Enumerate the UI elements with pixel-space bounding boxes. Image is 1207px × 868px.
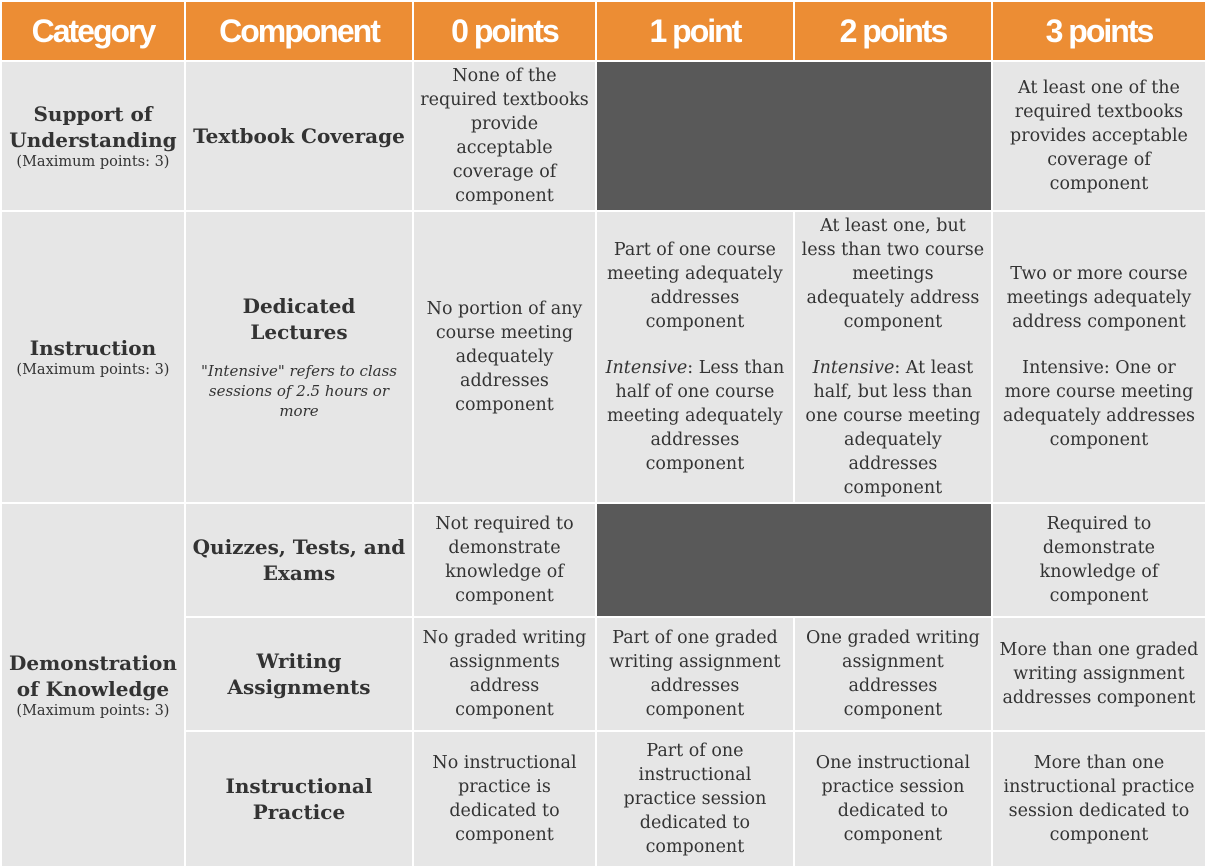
category-max-points: (Maximum points: 3) — [16, 154, 170, 170]
cell-quizzes-0-points: Not required to demonstrate knowledge of component — [414, 504, 595, 616]
component-writing-assignments: Writing Assignments — [186, 618, 412, 730]
category-instruction — [2, 212, 184, 502]
component-quizzes-tests-exams: Quizzes, Tests, and Exams — [186, 504, 412, 616]
intensive-text: Intensive: One or more course meeting adequately addresses component — [1002, 358, 1196, 450]
component-instructional-practice: Instructional Practice — [186, 732, 412, 866]
category-title: Support of Understanding — [9, 102, 177, 152]
cell-lectures-0-points: No portion of any course meeting adequately addresses component — [414, 212, 595, 502]
table-row-quizzes — [2, 504, 1205, 616]
header-1-point: 1 point — [597, 2, 793, 60]
table-row-textbook-coverage — [2, 62, 1205, 210]
cell-writing-0-points: No graded writing assignments address component — [414, 618, 595, 730]
cell-textbook-3-points: At least one of the required textbooks provides acceptable coverage of component — [993, 62, 1205, 210]
cell-practice-2-points: One instructional practice session dedicated to component — [795, 732, 991, 866]
component-dedicated-lectures — [186, 212, 412, 502]
cell-lectures-1-point — [597, 212, 793, 502]
cell-quizzes-not-applicable — [597, 504, 991, 616]
category-demonstration-of-knowledge — [2, 504, 184, 866]
table-row-dedicated-lectures — [2, 212, 1205, 502]
cell-lectures-2-points — [795, 212, 991, 502]
cell-lectures-3-points — [993, 212, 1205, 502]
cell-text: Part of one course meeting adequately addresses component — [607, 240, 783, 332]
cell-writing-1-point: Part of one graded writing assignment addresses component — [597, 618, 793, 730]
header-3-points: 3 points — [993, 2, 1205, 60]
category-max-points: (Maximum points: 3) — [16, 703, 170, 719]
category-max-points: (Maximum points: 3) — [16, 362, 170, 378]
intensive-text: : At least half, but less than one course meeting adequately addresses component — [805, 358, 981, 498]
header-category: Category — [2, 2, 184, 60]
cell-quizzes-3-points: Required to demonstrate knowledge of component — [993, 504, 1205, 616]
cell-writing-3-points: More than one graded writing assignment addresses component — [993, 618, 1205, 730]
cell-practice-1-point: Part of one instructional practice session dedicated to component — [597, 732, 793, 866]
category-title: Demonstration of Knowledge — [9, 651, 177, 701]
cell-practice-3-points: More than one instructional practice session dedicated to component — [993, 732, 1205, 866]
component-textbook-coverage: Textbook Coverage — [186, 62, 412, 210]
cell-textbook-not-applicable — [597, 62, 991, 210]
cell-writing-2-points: One graded writing assignment addresses component — [795, 618, 991, 730]
component-title: Dedicated Lectures — [242, 294, 356, 344]
cell-textbook-0-points: None of the required textbooks provide acceptable coverage of component — [414, 62, 595, 210]
intensive-label: Intensive — [605, 358, 688, 378]
cell-text: At least one, but less than two course meetings adequately address component — [801, 216, 985, 332]
component-note: "Intensive" refers to class sessions of 2.5 hours or more — [200, 362, 397, 420]
intensive-label: Intensive — [812, 358, 895, 378]
cell-text: Two or more course meetings adequately address component — [1006, 264, 1192, 332]
cell-practice-0-points: No instructional practice is dedicated to component — [414, 732, 595, 866]
intensive-text: : Less than half of one course meeting adequately addresses component — [607, 358, 785, 474]
header-row — [2, 2, 1205, 60]
header-0-points: 0 points — [414, 2, 595, 60]
category-title: Instruction — [29, 336, 157, 360]
header-2-points: 2 points — [795, 2, 991, 60]
category-support-of-understanding — [2, 62, 184, 210]
header-component: Component — [186, 2, 412, 60]
